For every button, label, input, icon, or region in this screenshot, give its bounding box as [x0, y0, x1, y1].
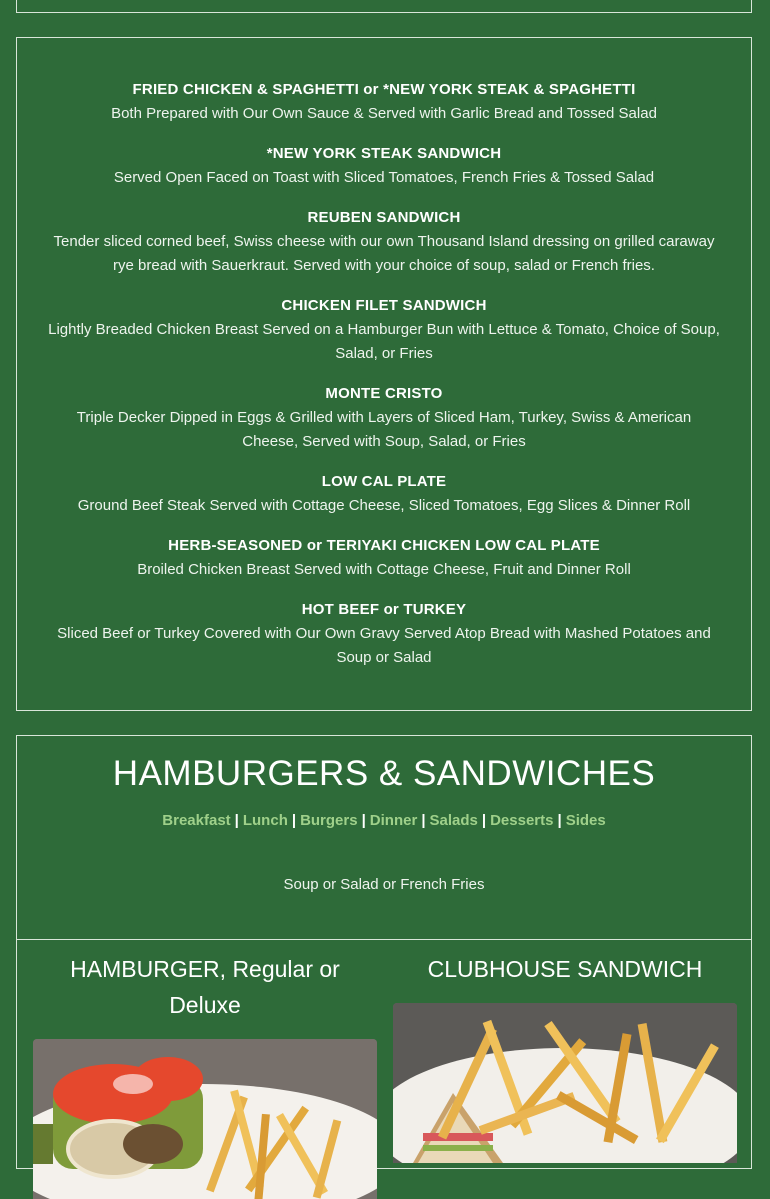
menu-item — [17, 294, 751, 366]
nav-dinner-link[interactable]: Dinner — [369, 812, 418, 829]
nav-breakfast-link[interactable]: Breakfast — [162, 812, 231, 829]
menu-item-description: Lightly Breaded Chicken Breast Served on a Hamburger Bun with Lettuce & Tomato, Choice of Soup, Salad, or Fries — [48, 321, 720, 362]
menu-item-description: Ground Beef Steak Served with Cottage Cheese, Sliced Tomatoes, Egg Slices & Dinner Roll — [77, 497, 691, 514]
previous-section-frame — [16, 0, 752, 13]
specials-section — [16, 37, 752, 711]
nav-separator: | — [481, 812, 487, 829]
section-title: HAMBURGERS & SANDWICHES — [112, 754, 656, 793]
nav-lunch-link[interactable]: Lunch — [242, 812, 288, 829]
menu-card-clubhouse[interactable] — [393, 940, 737, 987]
menu-card-hamburger[interactable] — [33, 940, 377, 1023]
menu-item-description: Sliced Beef or Turkey Covered with Our Own Gravy Served Atop Bread with Mashed Potatoes and Soup or Salad — [57, 625, 711, 666]
section-subtitle: Soup or Salad or French Fries — [283, 876, 485, 893]
nav-sides-link[interactable]: Sides — [565, 812, 606, 829]
specials-list — [17, 78, 751, 686]
hamburgers-sandwiches-header — [16, 735, 752, 940]
menu-nav — [17, 811, 751, 831]
nav-separator: | — [234, 812, 239, 829]
nav-burgers-link[interactable]: Burgers — [300, 812, 358, 829]
menu-item — [17, 206, 751, 278]
menu-item-title: LOW CAL PLATE — [321, 473, 447, 490]
menu-card-title: CLUBHOUSE SANDWICH — [427, 956, 703, 982]
menu-item — [17, 142, 751, 190]
menu-item-title: REUBEN SANDWICH — [307, 209, 461, 226]
menu-item-description: Broiled Chicken Breast Served with Cottage Cheese, Fruit and Dinner Roll — [137, 561, 631, 578]
menu-item-title: CHICKEN FILET SANDWICH — [281, 297, 487, 314]
nav-separator: | — [421, 812, 426, 829]
menu-item — [17, 470, 751, 518]
menu-item-title: MONTE CRISTO — [325, 385, 443, 402]
menu-item-title: FRIED CHICKEN & SPAGHETTI or *NEW YORK STEAK & SPAGHETTI — [132, 81, 636, 98]
menu-item-title: HOT BEEF or TURKEY — [301, 601, 467, 618]
nav-desserts-link[interactable]: Desserts — [490, 812, 554, 829]
menu-cards-section — [16, 939, 752, 1169]
menu-item — [17, 382, 751, 454]
menu-item-description: Triple Decker Dipped in Eggs & Grilled with Layers of Sliced Ham, Turkey, Swiss & American Cheese, Served with Soup, Salad, or Fries — [76, 409, 692, 450]
nav-salads-link[interactable]: Salads — [429, 812, 478, 829]
nav-separator: | — [361, 812, 366, 829]
menu-item — [17, 78, 751, 126]
menu-item-description: Served Open Faced on Toast with Sliced Tomatoes, French Fries & Tossed Salad — [113, 169, 655, 186]
menu-item-description: Tender sliced corned beef, Swiss cheese with our own Thousand Island dressing on grilled caraway rye bread with Sauerkraut. Served with your choice of soup, salad or French fries. — [53, 233, 715, 274]
nav-separator: | — [291, 812, 297, 829]
menu-item-title: *NEW YORK STEAK SANDWICH — [266, 145, 502, 162]
menu-item-description: Both Prepared with Our Own Sauce & Served with Garlic Bread and Tossed Salad — [111, 105, 657, 122]
nav-separator: | — [557, 812, 562, 829]
menu-item — [17, 598, 751, 670]
menu-item — [17, 534, 751, 582]
clubhouse-sandwich-photo — [393, 1003, 737, 1163]
hamburger-photo — [33, 1039, 377, 1199]
menu-item-title: HERB-SEASONED or TERIYAKI CHICKEN LOW CAL PLATE — [168, 537, 600, 554]
menu-card-title: HAMBURGER, Regular or Deluxe — [70, 956, 340, 1018]
